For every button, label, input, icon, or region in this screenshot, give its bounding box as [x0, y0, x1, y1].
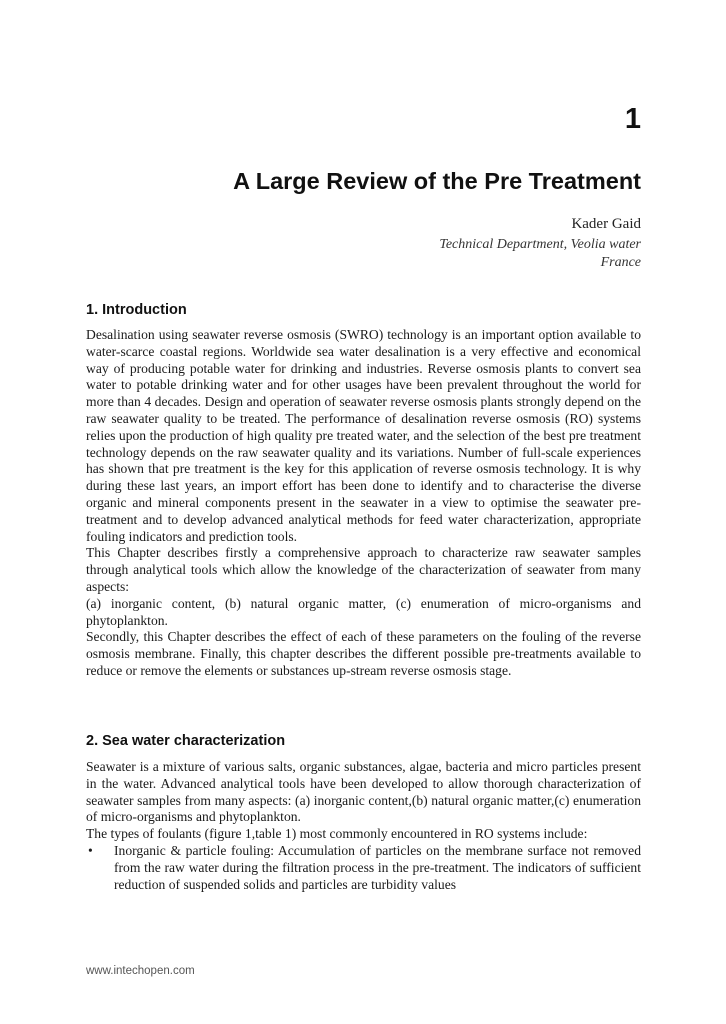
paragraph: Desalination using seawater reverse osmosis (SWRO) technology is an important option available to water-scarce coastal regions. Worldwide sea water desalination is a very effective and economical way of producing potable water for drinking and industries. Reverse osmosis plants to convert sea water to potable drinking water and for other usages have been prevalent throughout the world for more than 4 decades. Design and operation of seawater reverse osmosis plants strongly depend on the raw seawater quality to be treated. The performance of desalination reverse osmosis (RO) systems relies upon the production of high quality pre treated water, and the selection of the best pre treatment technology depends on the raw seawater quality and its variations. Number of full-scale experiences has shown that pre treatment is the key for this application of reverse osmosis technology. It is why during these last years, an import effort has been done to identify and to characterise the diverse organic and mineral components present in the seawater in a view to optimise the seawater pre-treatment and to develop advanced analytical methods for feed water characterization, appropriate fouling indicators and prediction tools. [86, 327, 641, 544]
chapter-number: 1 [624, 103, 641, 135]
sea-water-characterization-body [86, 759, 641, 893]
list-item [86, 843, 641, 893]
paragraph: Secondly, this Chapter describes the effect of each of these parameters on the fouling of the reverse osmosis membrane. Finally, this chapter describes the different possible pre-treatments available to reduce or remove the elements or substances up-stream reverse osmosis stage. [86, 629, 641, 678]
section-heading-sea-water-characterization: 2. Sea water characterization [86, 733, 286, 749]
affiliation-department: Technical Department, Veolia water [439, 237, 641, 252]
paragraph: This Chapter describes firstly a comprehensive approach to characterize raw seawater samples through analytical tools which allow the knowledge of the characterization of seawater from many aspects: [86, 545, 641, 594]
section-heading-introduction: 1. Introduction [86, 302, 187, 318]
author-name: Kader Gaid [571, 216, 641, 232]
affiliation-country: France [600, 255, 641, 270]
bullet-icon: • [88, 842, 93, 858]
footer-url: www.intechopen.com [86, 965, 195, 977]
author-affiliation [439, 236, 641, 272]
paragraph: The types of foulants (figure 1,table 1) most commonly encountered in RO systems include: [86, 826, 588, 842]
list-item-text: Inorganic & particle fouling: Accumulation of particles on the membrane surface not removed from the raw water during the filtration process in the pre-treatment. The indicators of sufficient reduction of suspended solids and particles are turbidity values [114, 842, 641, 892]
paragraph: Seawater is a mixture of various salts, organic substances, algae, bacteria and micro particles present in the water. Advanced analytical tools have been developed to allow thorough characterization of seawater samples from many aspects: (a) inorganic content,(b) natural organic matter,(c) enumeration of micro-organisms and phytoplankton. [86, 759, 641, 825]
paragraph: (a) inorganic content, (b) natural organic matter, (c) enumeration of micro-organisms and phytoplankton. [86, 595, 641, 628]
foulant-types-list [86, 843, 641, 893]
chapter-title: A Large Review of the Pre Treatment [233, 168, 641, 194]
introduction-body [86, 327, 641, 680]
